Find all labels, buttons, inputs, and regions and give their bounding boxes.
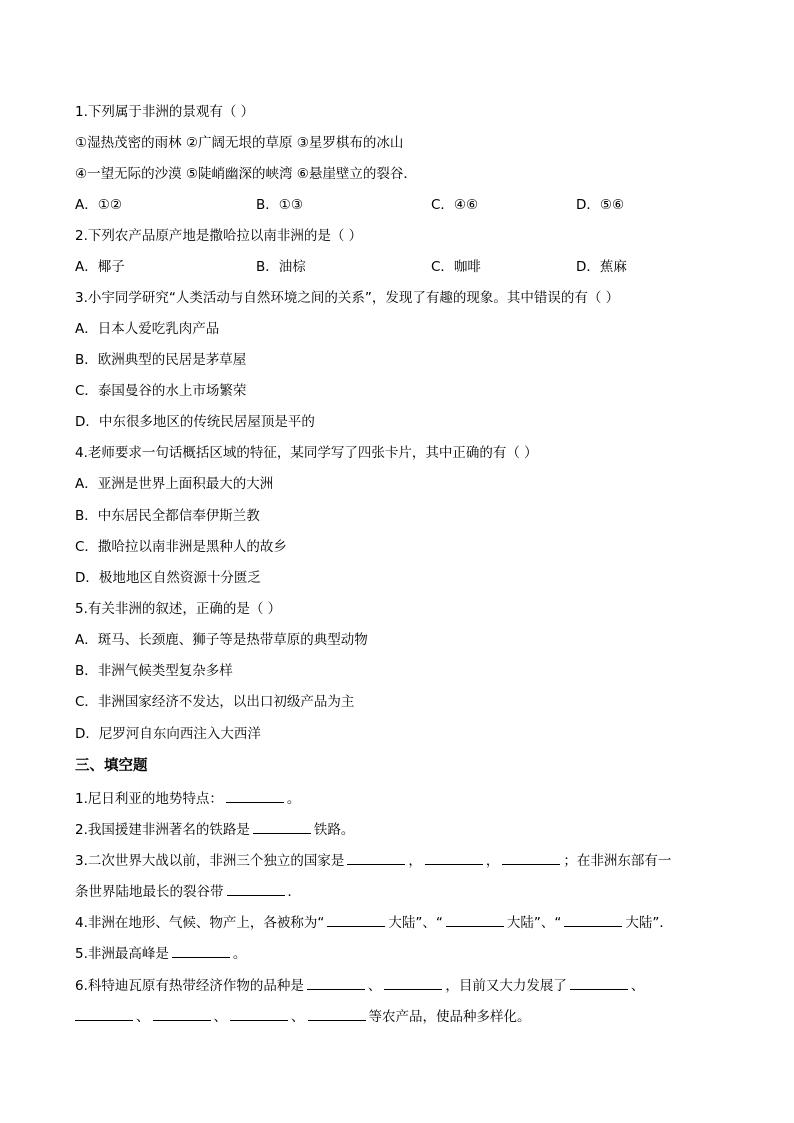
separator: 、 [213, 1009, 227, 1025]
answer-blank[interactable] [153, 1006, 211, 1021]
fill-question-5 [75, 943, 246, 964]
answer-blank[interactable] [227, 881, 285, 896]
question-5-option-d: D．尼罗河自东向西注入大西洋 [75, 726, 261, 742]
answer-blank[interactable] [307, 975, 365, 990]
separator: 、 [367, 978, 382, 994]
fill-q2-end: 铁路。 [313, 822, 355, 838]
question-3-option-c: C．泰国曼谷的水上市场繁荣 [75, 383, 247, 399]
question-5-option-b: B．非洲气候类型复杂多样 [75, 663, 233, 679]
question-3-option-a: A．日本人爱吃乳肉产品 [75, 321, 220, 337]
question-5-option-c: C．非洲国家经济不发达，以出口初级产品为主 [75, 694, 355, 710]
fill-q1-end: 。 [286, 791, 301, 807]
question-3-option-b: B．欧洲典型的民居是茅草屋 [75, 352, 247, 368]
option-a: A．椰子 [75, 259, 125, 275]
answer-blank[interactable] [75, 1006, 133, 1021]
question-4-option-c: C．撒哈拉以南非洲是黑种人的故乡 [75, 539, 287, 555]
option-a: A．①② [75, 197, 122, 213]
question-4-option-b: B．中东居民全都信奉伊斯兰教 [75, 508, 260, 524]
answer-blank[interactable] [425, 850, 483, 865]
question-4-text: 4.老师要求一句话概括区域的特征，某同学写了四张卡片，其中正确的有（ ） [75, 445, 538, 461]
answer-blank[interactable] [308, 1006, 366, 1021]
question-3-option-d: D．中东很多地区的传统民居屋顶是平的 [75, 414, 315, 430]
fill-q3-end: ． [287, 884, 301, 900]
fill-q3-continuation: ；在非洲东部有一 [563, 853, 672, 869]
fill-question-4 [75, 912, 673, 933]
question-4-option-d: D．极地地区自然资源十分匮乏 [75, 570, 261, 586]
question-3-text: 3.小宇同学研究“人类活动与自然环境之间的关系”，发现了有趣的现象。其中错误的有（ ） [75, 290, 620, 306]
answer-blank[interactable] [327, 912, 385, 927]
answer-blank[interactable] [446, 912, 504, 927]
answer-blank[interactable] [172, 943, 230, 958]
answer-blank[interactable] [347, 850, 405, 865]
fill-q4-text: 4.非洲在地形、气候、物产上，各被称为“ [75, 915, 325, 931]
fill-question-1 [75, 788, 300, 809]
question-4-option-a: A．亚洲是世界上面积最大的大洲 [75, 476, 274, 492]
answer-blank[interactable] [253, 819, 311, 834]
fill-question-6-line-2 [75, 1006, 531, 1027]
fill-q6-text: 6.科特迪瓦原有热带经济作物的品种是 [75, 978, 304, 994]
fill-q5-end: 。 [232, 946, 247, 962]
separator: ， [485, 853, 500, 869]
answer-blank[interactable] [230, 1006, 288, 1021]
fill-question-6-line-1 [75, 975, 644, 996]
fill-question-3-line-1 [75, 850, 671, 871]
separator: 、 [136, 1009, 150, 1025]
option-d: D．⑤⑥ [576, 197, 625, 213]
option-c: C．咖啡 [431, 259, 481, 275]
fill-question-2 [75, 819, 354, 840]
question-1-choices-line-2: ④一望无际的沙漠 ⑤陡峭幽深的峡湾 ⑥悬崖壁立的裂谷． [75, 166, 417, 182]
question-1-choices-line-1: ①湿热茂密的雨林 ②广阔无垠的草原 ③星罗棋布的冰山 [75, 135, 404, 151]
option-c: C．④⑥ [431, 197, 479, 213]
fill-q1-text: 1.尼日利亚的地势特点： [75, 791, 223, 807]
fill-question-3-line-2 [75, 881, 301, 902]
option-b: B．①③ [256, 197, 303, 213]
fill-q6-end: 等农产品，使品种多样化。 [368, 1009, 531, 1025]
fill-q6-middle: ，目前又大力发展了 [445, 978, 567, 994]
section-heading: 三、填空题 [75, 758, 148, 774]
option-d: D．蕉麻 [576, 259, 627, 275]
answer-blank[interactable] [564, 912, 622, 927]
answer-blank[interactable] [570, 975, 628, 990]
question-2-text: 2.下列农产品原产地是撒哈拉以南非洲的是（ ） [75, 228, 363, 244]
fill-q2-text: 2.我国援建非洲著名的铁路是 [75, 822, 250, 838]
separator: ， [408, 853, 422, 869]
question-5-option-a: A．斑马、长颈鹿、狮子等是热带草原的典型动物 [75, 632, 368, 648]
question-5-text: 5.有关非洲的叙述，正确的是（ ） [75, 601, 282, 617]
question-2-options [75, 257, 715, 277]
answer-blank[interactable] [384, 975, 442, 990]
fill-q3-text-2: 条世界陆地最长的裂谷带 [75, 884, 224, 900]
question-1-text: 1.下列属于非洲的景观有（ ） [75, 104, 255, 120]
answer-blank[interactable] [502, 850, 560, 865]
separator: 、 [630, 978, 645, 994]
separator: 大陆”、“ [388, 915, 443, 931]
separator: 、 [291, 1009, 305, 1025]
option-b: B．油棕 [256, 259, 306, 275]
fill-q5-text: 5.非洲最高峰是 [75, 946, 169, 962]
fill-q3-text: 3.二次世界大战以前，非洲三个独立的国家是 [75, 853, 345, 869]
separator: 大陆”、“ [506, 915, 562, 931]
question-1-options [75, 195, 715, 215]
answer-blank[interactable] [226, 788, 284, 803]
fill-q4-end: 大陆”． [625, 915, 673, 931]
